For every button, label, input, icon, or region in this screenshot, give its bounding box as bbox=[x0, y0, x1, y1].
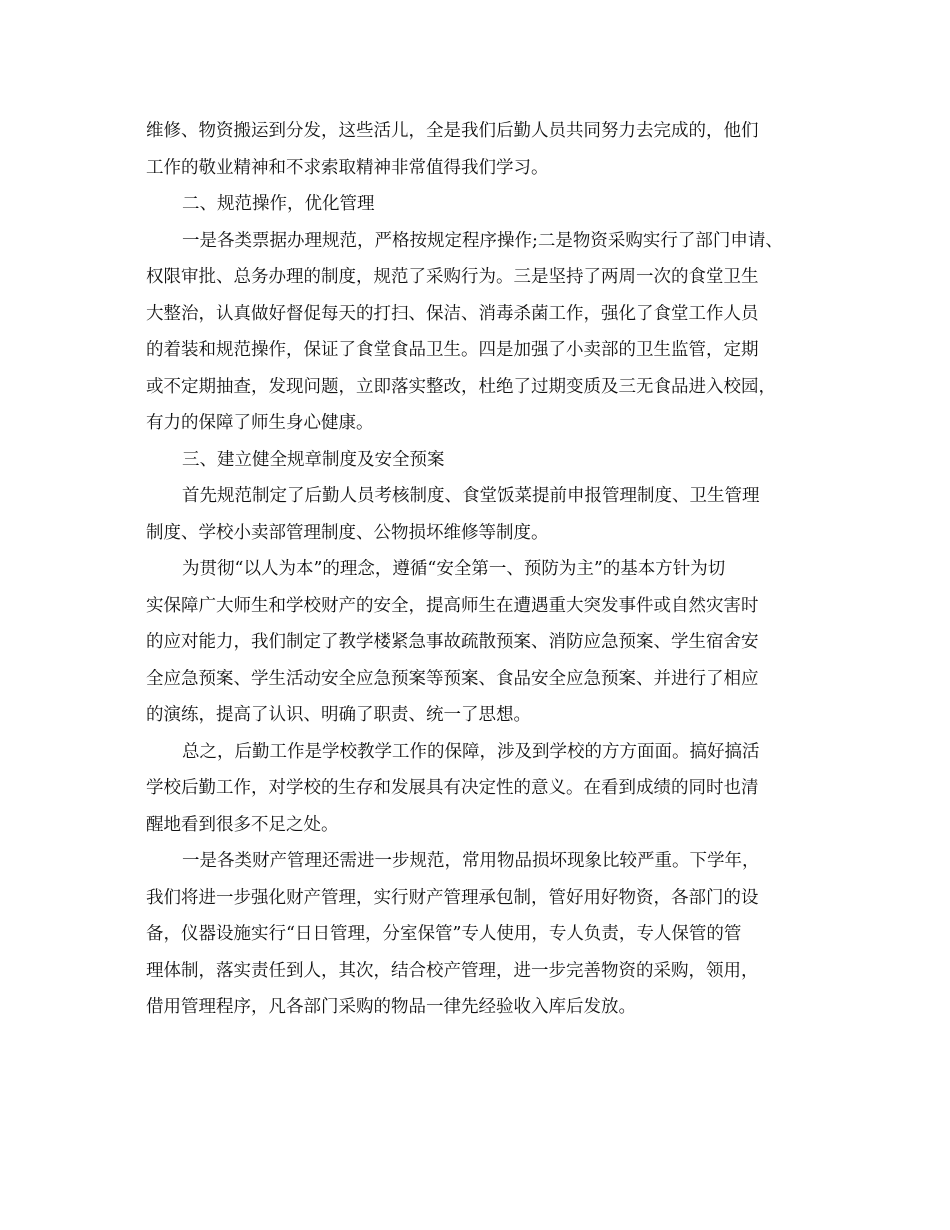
text-line: 借用管理程序，凡各部门采购的物品一律先经验收入库后发放。 bbox=[146, 997, 636, 1017]
document-body bbox=[146, 113, 826, 1026]
text-line: 大整治，认真做好督促每天的打扫、保洁、消毒杀菌工作，强化了食堂工作人员 bbox=[146, 303, 759, 324]
text-line: 总之，后勤工作是学校教学工作的保障，涉及到学校的方方面面。搞好搞活 bbox=[182, 741, 760, 762]
text-line: 一是各类财产管理还需进一步规范，常用物品损坏现象比较严重。下学年， bbox=[182, 851, 760, 871]
text-line: 制度、学校小卖部管理制度、公物损坏维修等制度。 bbox=[146, 522, 549, 543]
text-line: 的应对能力，我们制定了教学楼紧急事故疏散预案、消防应急预案、学生宿舍安 bbox=[146, 632, 759, 652]
text-line: 有力的保障了师生身心健康。 bbox=[146, 413, 374, 433]
text-line: 实保障广大师生和学校财产的安全，提高师生在遭遇重大突发事件或自然灾害时 bbox=[146, 595, 759, 616]
text-line: 醒地看到很多不足之处。 bbox=[146, 814, 339, 835]
text-line: 备，仪器设施实行“日日管理，分室保管”专人使用，专人负责，专人保管的管 bbox=[146, 924, 742, 944]
text-line: 的演练，提高了认识、明确了职责、统一了思想。 bbox=[146, 705, 531, 725]
text-line: 我们将进一步强化财产管理，实行财产管理承包制，管好用好物资，各部门的设 bbox=[146, 887, 759, 908]
text-line: 为贯彻“以人为本”的理念，遵循“安全第一、预防为主”的基本方针为切 bbox=[182, 559, 726, 579]
text-line: 一是各类票据办理规范，严格按规定程序操作;二是物资采购实行了部门申请、 bbox=[182, 230, 783, 251]
text-line: 二、规范操作，优化管理 bbox=[182, 194, 375, 214]
text-line: 理体制，落实责任到人，其次，结合校产管理，进一步完善物资的采购，领用， bbox=[146, 960, 759, 981]
text-line: 学校后勤工作，对学校的生存和发展具有决定性的意义。在看到成绩的同时也清 bbox=[146, 778, 759, 798]
text-line: 权限审批、总务办理的制度，规范了采购行为。三是坚持了两周一次的食堂卫生 bbox=[146, 267, 759, 287]
text-line: 三、建立健全规章制度及安全预案 bbox=[182, 449, 445, 470]
text-line: 全应急预案、学生活动安全应急预案等预案、食品安全应急预案、并进行了相应 bbox=[146, 668, 759, 689]
text-line: 维修、物资搬运到分发，这些活儿，全是我们后勤人员共同努力去完成的，他们 bbox=[146, 121, 759, 141]
text-line: 工作的敬业精神和不求索取精神非常值得我们学习。 bbox=[146, 157, 549, 178]
text-line: 或不定期抽查，发现问题，立即落实整改，杜绝了过期变质及三无食品进入校园， bbox=[146, 376, 776, 397]
text-line: 首先规范制定了后勤人员考核制度、食堂饭菜提前申报管理制度、卫生管理 bbox=[182, 486, 760, 506]
text-line: 的着装和规范操作，保证了食堂食品卫生。四是加强了小卖部的卫生监管，定期 bbox=[146, 340, 759, 360]
